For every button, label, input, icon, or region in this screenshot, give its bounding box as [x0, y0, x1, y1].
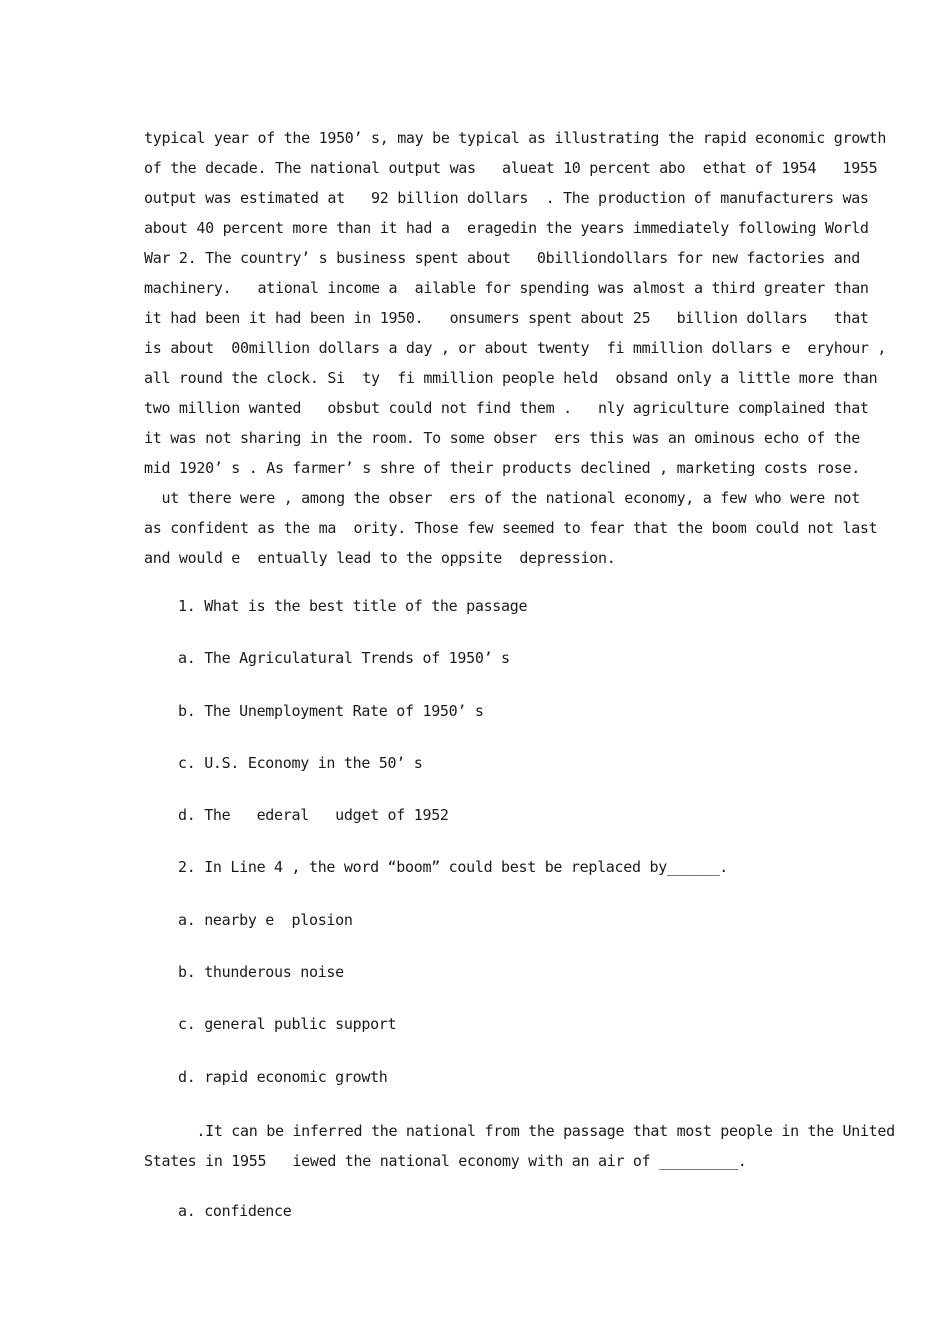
passage-line: as confident as the ma ority. Those few seemed to fear that the boom could not last — [144, 519, 878, 537]
passage-line: about 40 percent more than it had a eragedin the years immediately following World — [144, 219, 869, 237]
passage-line: two million wanted obsbut could not find them . nly agriculture complained that — [144, 399, 869, 417]
question-2-option-a: a. nearby e plosion — [178, 910, 353, 929]
passage-line: all round the clock. Si ty fi mmillion people held obsand only a little more than — [144, 369, 878, 387]
passage-line: it had been it had been in 1950. onsumers spent about 25 billion dollars that — [144, 309, 869, 327]
question-1-option-a: a. The Agriculatural Trends of 1950’ s — [178, 649, 510, 668]
question-3-stem-line: States in 1955 iewed the national economy with an air of _________. — [144, 1152, 747, 1170]
passage-line: of the decade. The national output was alueat 10 percent abo ethat of 1954 1955 — [144, 159, 878, 177]
passage-line: mid 1920’ s . As farmer’ s shre of their products declined , marketing costs rose. — [144, 459, 860, 477]
question-2-stem: 2. In Line 4 , the word “boom” could best be replaced by______. — [178, 858, 729, 877]
question-2-option-c: c. general public support — [178, 1015, 397, 1034]
passage-line: and would e entually lead to the oppsite depression. — [144, 549, 616, 567]
question-2-option-d: d. rapid economic growth — [178, 1067, 388, 1086]
question-1-option-c: c. U.S. Economy in the 50’ s — [178, 753, 423, 772]
question-3-stem — [144, 1116, 895, 1176]
question-2-option-b: b. thunderous noise — [178, 963, 344, 982]
question-1-option-d: d. The ederal udget of 1952 — [178, 806, 449, 825]
question-3-stem-line: .It can be inferred the national from the passage that most people in the United — [144, 1122, 895, 1140]
reading-passage — [144, 123, 887, 573]
passage-line: War 2. The country’ s business spent about 0billiondollars for new factories and — [144, 249, 860, 267]
question-1-option-b: b. The Unemployment Rate of 1950’ s — [178, 701, 484, 720]
passage-line: is about 00million dollars a day , or about twenty fi mmillion dollars e eryhour , — [144, 339, 887, 357]
passage-line: ut there were , among the obser ers of the national economy, a few who were not — [144, 489, 860, 507]
question-3-option-a: a. confidence — [178, 1202, 292, 1220]
passage-line: typical year of the 1950’ s, may be typical as illustrating the rapid economic growth — [144, 129, 887, 147]
question-list — [178, 593, 838, 1116]
passage-line: it was not sharing in the room. To some obser ers this was an ominous echo of the — [144, 429, 860, 447]
passage-line: output was estimated at 92 billion dollars . The production of manufacturers was — [144, 189, 869, 207]
question-1-stem: 1. What is the best title of the passage — [178, 597, 528, 615]
passage-line: machinery. ational income a ailable for spending was almost a third greater than — [144, 279, 869, 297]
